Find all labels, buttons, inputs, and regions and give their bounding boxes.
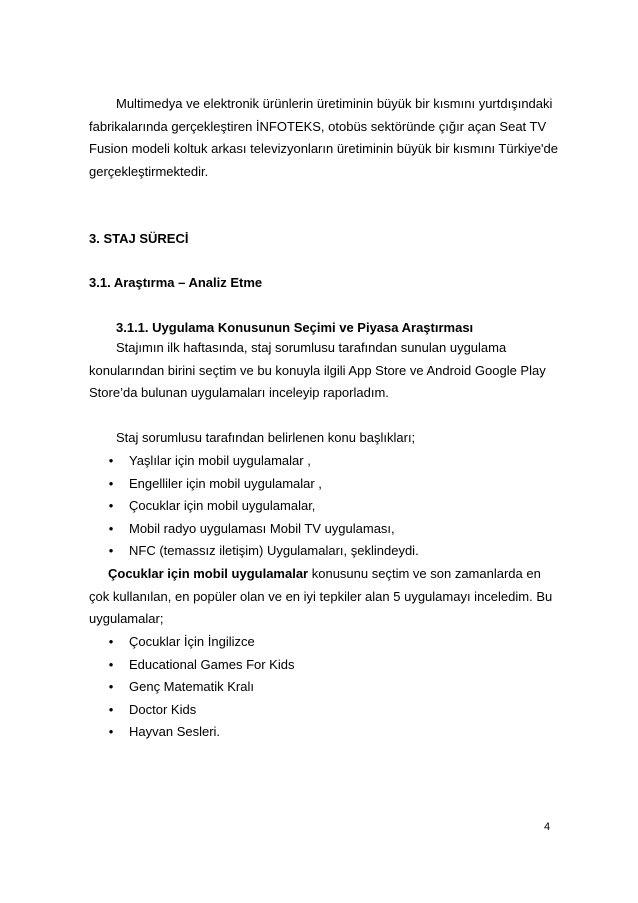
bullet-icon: • <box>108 701 114 717</box>
list-item <box>105 654 294 677</box>
bullet-icon: • <box>108 724 114 739</box>
list-item-text: NFC (temassız iletişim) Uygulamaları, şeklindeydi. <box>129 543 419 558</box>
list-item <box>105 676 294 699</box>
list-item-text: Yaşlılar için mobil uygulamalar , <box>129 453 311 468</box>
list-item <box>105 518 419 541</box>
research-paragraph: Stajımın ilk haftasında, staj sorumlusu tarafından sunulan uygulama konularından birini seçtim ve bu konuyla ilgili App Store ve Android Google Play Store’da bulunan uygulamaları inceleyip raporladım. <box>89 340 546 400</box>
intro-paragraph: Multimedya ve elektronik ürünlerin üretiminin büyük bir kısmını yurtdışındaki fabrikalarında gerçekleştiren İNFOTEKS, otobüs sektöründe çığır açan Seat TV Fusion modeli koltuk arkası televizyonların üretiminin büyük bir kısmını Türkiye'de gerçekleştirmektedir. <box>89 96 558 179</box>
apps-list <box>105 631 294 744</box>
bullet-icon: • <box>108 453 114 468</box>
list-item <box>105 721 294 744</box>
list-item <box>105 495 419 518</box>
list-item-text: Mobil radyo uygulaması Mobil TV uygulaması, <box>129 520 395 536</box>
list-item-text: Hayvan Sesleri. <box>129 724 221 739</box>
bullet-icon: • <box>108 656 114 672</box>
list-item-text: Çocuklar İçin İngilizce <box>129 634 255 649</box>
list-item <box>105 473 419 496</box>
choice-rest: konusunu seçtim ve son zamanlarda en çok kullanılan, en popüler olan ve en iyi tepkiler alan 5 uygulamayı inceledim. Bu uygulamalar; <box>89 566 553 626</box>
list-item-text: Genç Matematik Kralı <box>129 679 254 694</box>
subsection-heading: 3.1. Araştırma – Analiz Etme <box>89 275 263 290</box>
bullet-icon: • <box>108 498 114 513</box>
list-item <box>105 450 419 473</box>
subsubsection-heading: 3.1.1. Uygulama Konusunun Seçimi ve Piyasa Araştırması <box>116 320 474 335</box>
list-item-text: Educational Games For Kids <box>129 656 295 672</box>
page-number: 4 <box>544 821 551 833</box>
topics-intro: Staj sorumlusu tarafından belirlenen konu başlıkları; <box>116 430 416 445</box>
choice-bold: Çocuklar için mobil uygulamalar <box>108 566 309 581</box>
list-item <box>105 699 294 722</box>
bullet-icon: • <box>108 679 114 694</box>
bullet-icon: • <box>108 634 114 649</box>
list-item <box>105 631 294 654</box>
bullet-icon: • <box>108 520 114 536</box>
section-heading: 3. STAJ SÜRECİ <box>89 231 189 246</box>
bullet-icon: • <box>108 543 114 558</box>
bullet-icon: • <box>108 475 114 491</box>
list-item-text: Engelliler için mobil uygulamalar , <box>129 475 322 491</box>
list-item-text: Çocuklar için mobil uygulamalar, <box>129 498 316 513</box>
list-item-text: Doctor Kids <box>129 701 197 717</box>
choice-paragraph <box>89 563 559 631</box>
topics-list <box>105 450 419 563</box>
list-item <box>105 540 419 563</box>
